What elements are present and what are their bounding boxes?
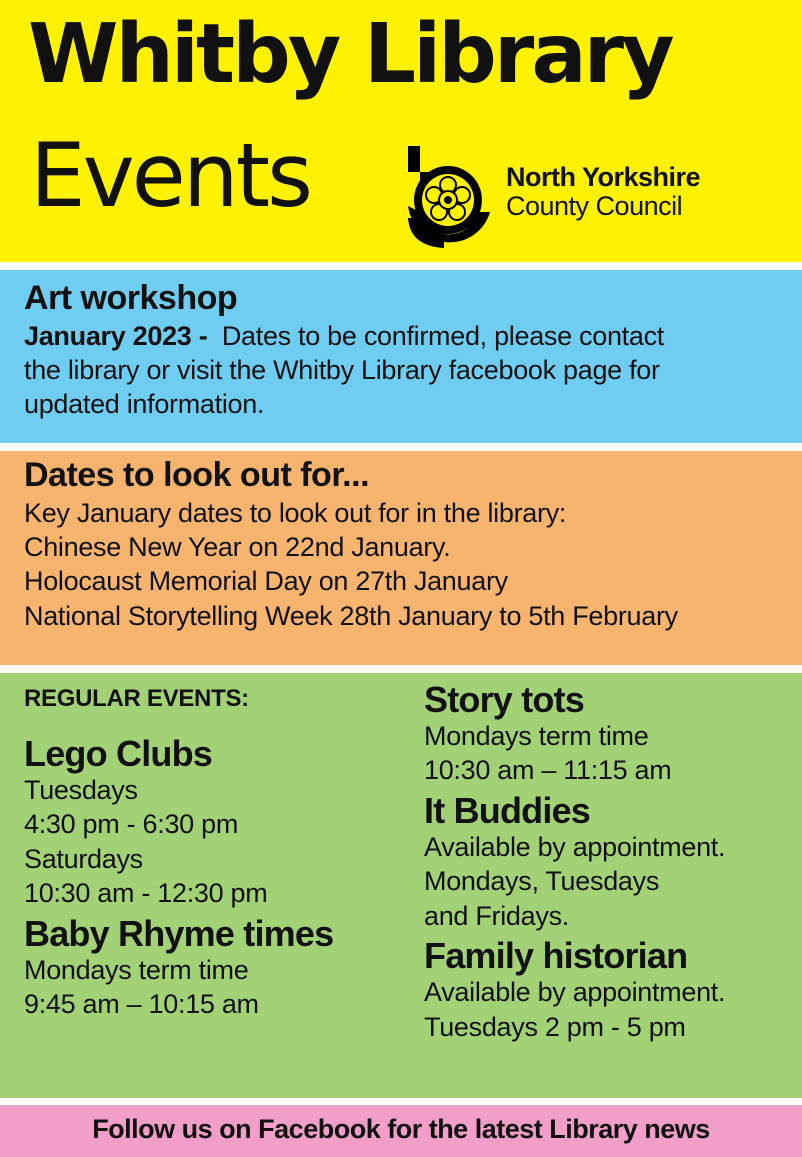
dates-line: Holocaust Memorial Day on 27th January <box>24 566 508 597</box>
event-lego-clubs <box>24 735 404 911</box>
page-title: Whitby Library <box>28 7 672 102</box>
event-line: Available by appointment. <box>424 977 726 1008</box>
event-title: Lego Clubs <box>24 733 212 774</box>
art-workshop-text <box>24 319 778 422</box>
council-logo-text <box>506 164 700 220</box>
art-workshop-line1: Dates to be confirmed, please contact <box>221 320 664 351</box>
event-line: Tuesdays <box>24 774 138 805</box>
header-banner <box>0 0 802 262</box>
event-family-historian <box>424 937 794 1044</box>
event-line: Mondays term time <box>24 954 249 985</box>
yorkshire-rose-icon <box>400 146 496 250</box>
council-name-line1: North Yorkshire <box>506 162 701 192</box>
regular-events-section <box>0 673 802 1098</box>
event-it-buddies <box>424 789 794 933</box>
event-line: 4:30 pm - 6:30 pm <box>24 809 239 840</box>
event-line: Tuesdays 2 pm - 5 pm <box>424 1011 686 1042</box>
art-workshop-title: Art workshop <box>24 279 238 317</box>
event-title: Baby Rhyme times <box>24 912 334 954</box>
regular-events-heading: REGULAR EVENTS: <box>24 685 249 712</box>
event-line: and Fridays. <box>424 900 569 931</box>
event-title: Story tots <box>424 679 585 720</box>
art-workshop-date: January 2023 - <box>24 320 208 351</box>
art-workshop-section <box>0 270 802 443</box>
event-baby-rhyme-times <box>24 912 404 1022</box>
dates-line: Key January dates to look out for in the library: <box>24 497 567 528</box>
event-story-tots <box>424 681 794 788</box>
regular-events-right-column <box>424 681 794 1048</box>
dates-line: Chinese New Year on 22nd January. <box>24 532 451 563</box>
dates-section <box>0 451 802 665</box>
art-workshop-line2: the library or visit the Whitby Library facebook page for <box>24 355 660 386</box>
council-name-line2: County Council <box>506 191 683 221</box>
facebook-follow-text: Follow us on Facebook for the latest Library news <box>92 1114 710 1144</box>
event-line: Mondays term time <box>424 720 649 751</box>
footer-banner <box>0 1105 802 1157</box>
event-line: Available by appointment. <box>424 831 726 862</box>
dates-title: Dates to look out for... <box>24 456 370 494</box>
page-subtitle: Events <box>30 124 310 227</box>
dates-line: National Storytelling Week 28th January to 5th February <box>24 600 678 631</box>
event-line: Mondays, Tuesdays <box>424 866 660 897</box>
event-line: 10:30 am – 11:15 am <box>424 755 672 786</box>
event-line: Saturdays <box>24 843 143 874</box>
event-title: Family historian <box>424 935 688 977</box>
event-line: 10:30 am - 12:30 pm <box>24 878 268 909</box>
event-title: It Buddies <box>424 789 591 831</box>
art-workshop-line3: updated information. <box>24 389 265 420</box>
event-line: 9:45 am – 10:15 am <box>24 989 259 1020</box>
regular-events-left-column <box>24 685 404 1026</box>
dates-list <box>24 496 778 633</box>
